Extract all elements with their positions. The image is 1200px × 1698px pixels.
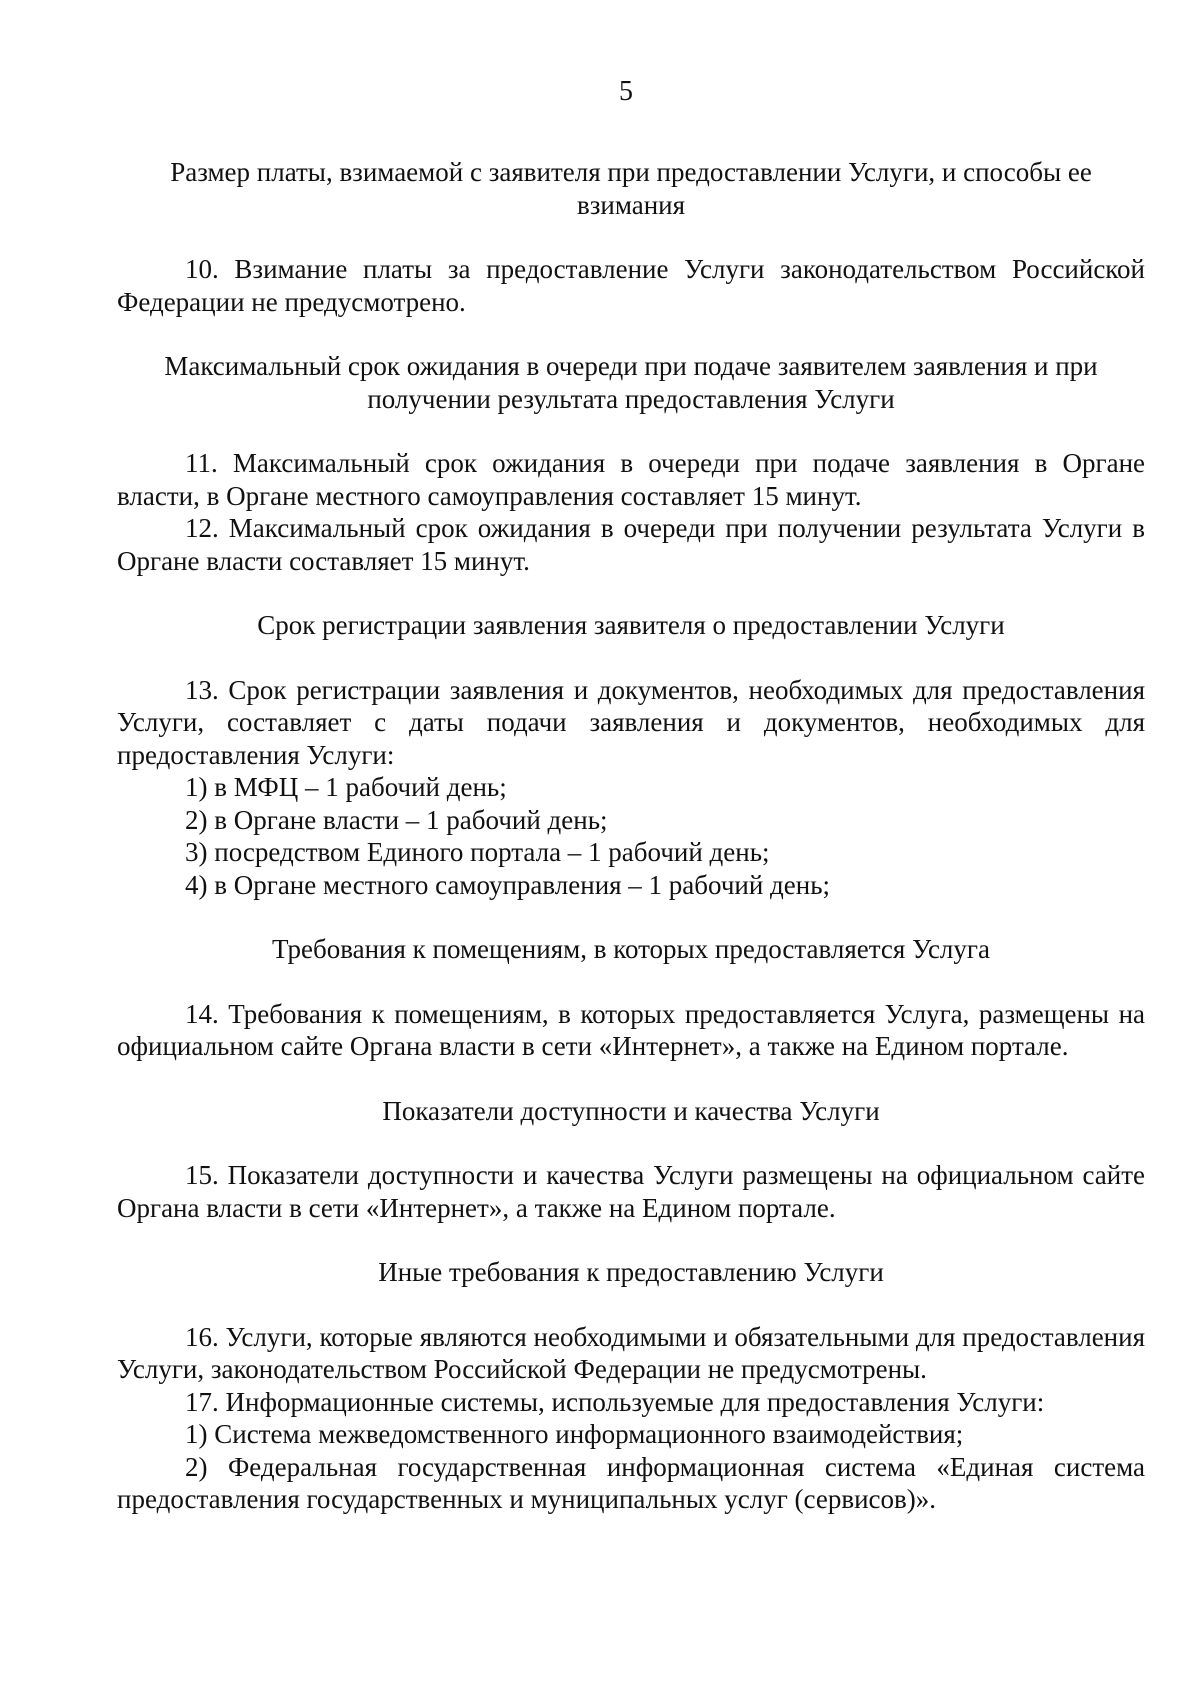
list-item: 2) Федеральная государственная информационная система «Единая система предоставления государственных и муниципальных услуг (сервисов)». bbox=[117, 1451, 1145, 1514]
list-item: 1) Система межведомственного информационного взаимодействия; bbox=[185, 1419, 964, 1449]
section-heading: Срок регистрации заявления заявителя о предоставлении Услуги bbox=[257, 610, 1005, 640]
paragraph: 11. Максимальный срок ожидания в очереди при подаче заявления в Органе власти, в Органе местного самоуправления составляет 15 минут. bbox=[117, 448, 1145, 511]
list-item: 3) посредством Единого портала – 1 рабочий день; bbox=[185, 837, 770, 867]
section-heading: Максимальный срок ожидания в очереди при подаче заявителем заявления и при получении результата предоставления Услуги bbox=[164, 351, 1098, 414]
paragraph: 13. Срок регистрации заявления и документов, необходимых для предоставления Услуги, составляет с даты подачи заявления и документов, необходимых для предоставления Услуги: bbox=[117, 674, 1145, 770]
section-heading: Требования к помещениям, в которых предоставляется Услуга bbox=[272, 934, 990, 964]
page-number: 5 bbox=[619, 76, 633, 107]
list-item: 1) в МФЦ – 1 рабочий день; bbox=[185, 772, 507, 802]
list-item: 4) в Органе местного самоуправления – 1 рабочий день; bbox=[185, 869, 831, 900]
paragraph: 16. Услуги, которые являются необходимыми и обязательными для предоставления Услуги, законодательством Российской Федерации не предусмотрены. bbox=[117, 1321, 1145, 1384]
section-heading: Иные требования к предоставлению Услуги bbox=[378, 1257, 884, 1287]
list-item: 2) в Органе власти – 1 рабочий день; bbox=[185, 804, 608, 835]
section-heading: Показатели доступности и качества Услуги bbox=[382, 1095, 880, 1126]
paragraph: 15. Показатели доступности и качества Услуги размещены на официальном сайте Органа власти в сети «Интернет», а также на Едином портале. bbox=[117, 1160, 1145, 1223]
paragraph: 17. Информационные системы, используемые для предоставления Услуги: bbox=[185, 1386, 1045, 1417]
paragraph: 10. Взимание платы за предоставление Услуги законодательством Российской Федерации не предусмотрено. bbox=[117, 254, 1145, 317]
paragraph: 12. Максимальный срок ожидания в очереди при получении результата Услуги в Органе власти составляет 15 минут. bbox=[117, 513, 1145, 576]
paragraph: 14. Требования к помещениям, в которых предоставляется Услуга, размещены на официальном сайте Органа власти в сети «Интернет», а также на Едином портале. bbox=[117, 998, 1145, 1061]
section-heading: Размер платы, взимаемой с заявителя при предоставлении Услуги, и способы ее взимания bbox=[170, 157, 1092, 220]
document-body bbox=[117, 156, 1145, 1516]
